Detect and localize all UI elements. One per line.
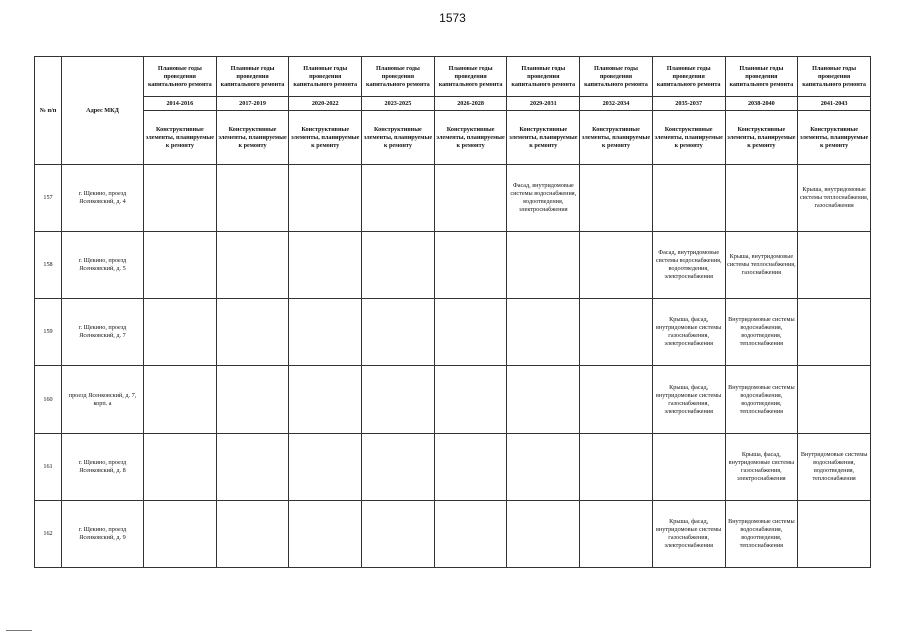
period-header: 2020-2022 <box>289 97 362 111</box>
period-cell <box>798 500 871 567</box>
period-cell <box>507 433 580 500</box>
page-number: 1573 <box>439 11 466 25</box>
period-cell <box>289 165 362 232</box>
period-header: 2032-2034 <box>580 97 653 111</box>
period-cell: Внутридомовые системы водоснабжения, водоотведения, теплоснабжения <box>725 366 798 433</box>
address-header: Адрес МКД <box>62 57 144 165</box>
element-header: Конструктивные элементы, планируемые к ремонту <box>362 111 435 165</box>
element-header: Конструктивные элементы, планируемые к ремонту <box>798 111 871 165</box>
year-group-header: Плановые годы проведения капитального ремонта <box>507 57 580 97</box>
period-cell <box>580 299 653 366</box>
period-cell <box>216 165 289 232</box>
period-cell <box>798 366 871 433</box>
period-cell <box>580 500 653 567</box>
row-number-cell: 160 <box>35 366 62 433</box>
period-cell <box>216 232 289 299</box>
period-cell <box>362 165 435 232</box>
element-header: Конструктивные элементы, планируемые к ремонту <box>289 111 362 165</box>
period-cell <box>144 366 217 433</box>
element-header: Конструктивные элементы, планируемые к ремонту <box>725 111 798 165</box>
element-header: Конструктивные элементы, планируемые к ремонту <box>580 111 653 165</box>
period-cell <box>144 299 217 366</box>
period-cell: Крыша, внутридомовые системы теплоснабжения, газоснабжения <box>798 165 871 232</box>
period-cell <box>362 366 435 433</box>
period-cell <box>289 299 362 366</box>
address-cell: г. Щекино, проезд Ясенковский, д. 9 <box>62 500 144 567</box>
period-header: 2041-2043 <box>798 97 871 111</box>
period-cell <box>362 500 435 567</box>
period-cell <box>362 299 435 366</box>
period-header: 2038-2040 <box>725 97 798 111</box>
element-header: Конструктивные элементы, планируемые к ремонту <box>507 111 580 165</box>
address-cell: г. Щекино, проезд Ясенковский, д. 5 <box>62 232 144 299</box>
period-cell <box>144 500 217 567</box>
period-cell <box>289 433 362 500</box>
period-cell <box>289 500 362 567</box>
period-header: 2023-2025 <box>362 97 435 111</box>
period-cell: Фасад, внутридомовые системы водоснабжения, водоотведения, электроснабжения <box>507 165 580 232</box>
row-number-cell: 162 <box>35 500 62 567</box>
year-group-header: Плановые годы проведения капитального ремонта <box>216 57 289 97</box>
period-cell: Крыша, фасад, внутридомовые системы газоснабжения, электроснабжения <box>725 433 798 500</box>
header-row-elements <box>35 111 871 165</box>
element-header: Конструктивные элементы, планируемые к ремонту <box>216 111 289 165</box>
period-cell <box>580 232 653 299</box>
period-cell: Крыша, фасад, внутридомовые системы газоснабжения, электроснабжения <box>652 366 725 433</box>
element-header: Конструктивные элементы, планируемые к ремонту <box>434 111 507 165</box>
address-cell: г. Щекино, проезд Ясенковский, д. 8 <box>62 433 144 500</box>
period-cell: Крыша, фасад, внутридомовые системы газоснабжения, электроснабжения <box>652 500 725 567</box>
period-cell <box>580 433 653 500</box>
capital-repair-schedule-table <box>34 56 871 568</box>
period-cell <box>289 232 362 299</box>
period-cell <box>507 299 580 366</box>
period-cell <box>434 366 507 433</box>
year-group-header: Плановые годы проведения капитального ремонта <box>434 57 507 97</box>
period-cell <box>362 232 435 299</box>
year-group-header: Плановые годы проведения капитального ремонта <box>289 57 362 97</box>
address-cell: г. Щекино, проезд Ясенковский, д. 7 <box>62 299 144 366</box>
period-cell <box>362 433 435 500</box>
table-row <box>35 366 871 433</box>
period-cell <box>216 500 289 567</box>
period-header: 2035-2037 <box>652 97 725 111</box>
period-cell <box>144 165 217 232</box>
header-row-years <box>35 57 871 97</box>
address-cell: г. Щекино, проезд Ясенковский, д. 4 <box>62 165 144 232</box>
period-cell: Крыша, внутридомовые системы теплоснабжения, газоснабжения <box>725 232 798 299</box>
period-cell <box>434 500 507 567</box>
year-group-header: Плановые годы проведения капитального ремонта <box>798 57 871 97</box>
table-header <box>35 57 871 165</box>
period-header: 2014-2016 <box>144 97 217 111</box>
year-group-header: Плановые годы проведения капитального ремонта <box>144 57 217 97</box>
table-row <box>35 165 871 232</box>
period-cell <box>580 366 653 433</box>
period-cell <box>434 299 507 366</box>
period-cell: Внутридомовые системы водоснабжения, водоотведения, теплоснабжения <box>725 500 798 567</box>
period-header: 2017-2019 <box>216 97 289 111</box>
row-number-cell: 161 <box>35 433 62 500</box>
period-cell <box>434 232 507 299</box>
period-cell <box>507 366 580 433</box>
row-number-cell: 159 <box>35 299 62 366</box>
table-row <box>35 500 871 567</box>
period-cell <box>144 433 217 500</box>
period-cell: Внутридомовые системы водоснабжения, водоотведения, теплоснабжения <box>725 299 798 366</box>
element-header: Конструктивные элементы, планируемые к ремонту <box>144 111 217 165</box>
period-header: 2029-2031 <box>507 97 580 111</box>
period-cell: Крыша, фасад, внутридомовые системы газоснабжения, электроснабжения <box>652 299 725 366</box>
row-number-cell: 158 <box>35 232 62 299</box>
period-cell <box>144 232 217 299</box>
year-group-header: Плановые годы проведения капитального ремонта <box>725 57 798 97</box>
period-cell <box>434 165 507 232</box>
period-cell <box>216 366 289 433</box>
year-group-header: Плановые годы проведения капитального ремонта <box>362 57 435 97</box>
period-cell <box>507 500 580 567</box>
period-cell <box>798 232 871 299</box>
table-row <box>35 299 871 366</box>
table-row <box>35 433 871 500</box>
period-cell <box>434 433 507 500</box>
period-cell: Фасад, внутридомовые системы водоснабжения, водоотведения, электроснабжения <box>652 232 725 299</box>
address-cell: проезд Ясенковский, д. 7, корп. а <box>62 366 144 433</box>
period-cell <box>652 165 725 232</box>
period-cell <box>798 299 871 366</box>
period-cell <box>216 299 289 366</box>
period-cell: Внутридомовые системы водоснабжения, водоотведения, теплоснабжения <box>798 433 871 500</box>
period-cell <box>580 165 653 232</box>
year-group-header: Плановые годы проведения капитального ремонта <box>652 57 725 97</box>
year-group-header: Плановые годы проведения капитального ремонта <box>580 57 653 97</box>
scan-mark <box>6 630 32 631</box>
period-header: 2026-2028 <box>434 97 507 111</box>
period-cell <box>507 232 580 299</box>
period-cell <box>725 165 798 232</box>
table-row <box>35 232 871 299</box>
header-row-periods <box>35 97 871 111</box>
num-header: № п/п <box>35 57 62 165</box>
row-number-cell: 157 <box>35 165 62 232</box>
element-header: Конструктивные элементы, планируемые к ремонту <box>652 111 725 165</box>
period-cell <box>289 366 362 433</box>
table-body <box>35 165 871 568</box>
period-cell <box>652 433 725 500</box>
period-cell <box>216 433 289 500</box>
